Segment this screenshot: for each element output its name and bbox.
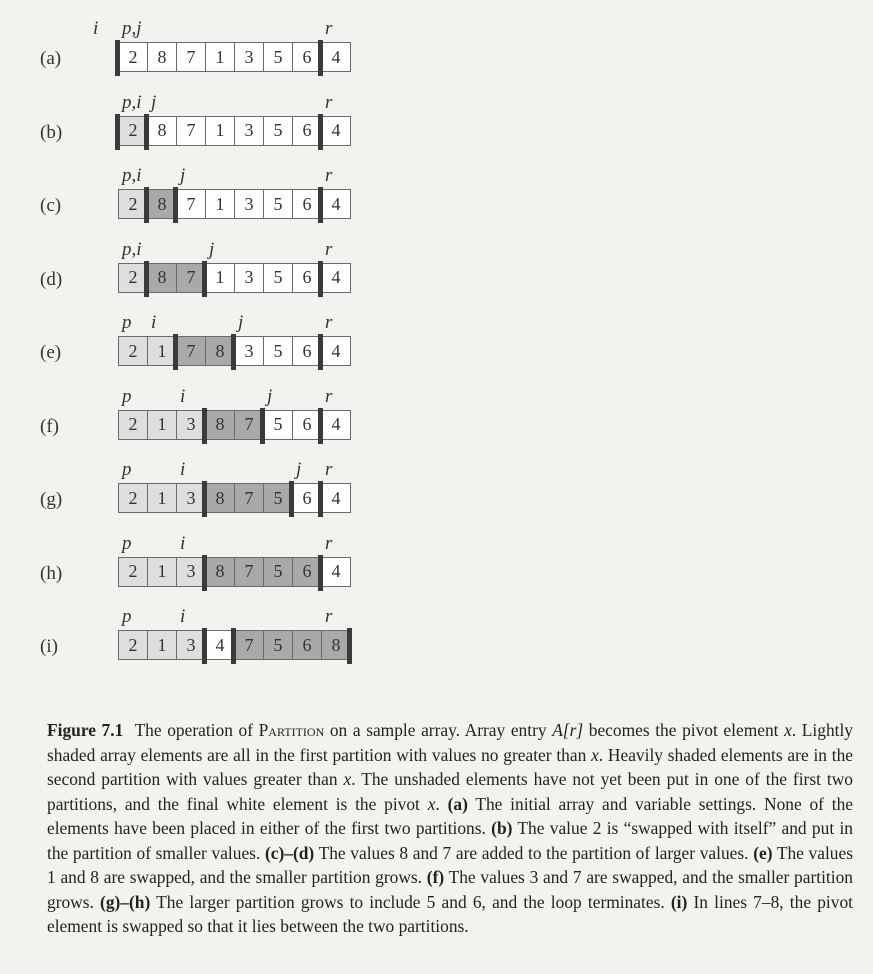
index-label: r <box>325 385 333 407</box>
array-cell: 3 <box>176 483 206 513</box>
figure-label: Figure 7.1 <box>47 720 124 740</box>
caption-text: The values 1 and 8 are swapped, and the smaller partition grows. <box>47 842 853 887</box>
index-label: p,i <box>122 165 142 186</box>
array-cell: 8 <box>205 483 235 513</box>
array-cell: 2 <box>118 630 148 660</box>
caption-text: The initial array and variable settings. None of the elements have been placed in either of the first two partitions. <box>47 793 854 838</box>
row-label: (f) <box>40 415 59 437</box>
array-cell: 7 <box>176 263 206 293</box>
array-cell: 1 <box>205 189 235 219</box>
index-label: j <box>180 165 186 186</box>
partition-boundary-bar <box>289 481 294 517</box>
array-row <box>0 14 873 84</box>
array-cell: 5 <box>263 42 293 72</box>
partition-boundary-bar <box>231 334 236 370</box>
array-cell: 2 <box>118 116 148 146</box>
array-cell: 4 <box>321 189 351 219</box>
array-row <box>0 88 873 158</box>
array-cells <box>118 42 351 72</box>
array-cell: 4 <box>321 557 351 587</box>
partition-boundary-bar <box>318 114 323 150</box>
caption-text: The values 3 and 7 are swapped, and the smaller partition grows. <box>47 867 853 912</box>
index-label: p,i <box>122 91 142 113</box>
array-cell: 4 <box>321 116 351 146</box>
index-label: j <box>151 91 157 113</box>
partition-boundary-bar <box>202 628 207 664</box>
caption-math: x <box>784 720 792 740</box>
array-row <box>0 382 873 452</box>
array-cell: 2 <box>118 410 148 440</box>
index-label: r <box>325 532 333 554</box>
array-cell: 2 <box>118 557 148 587</box>
array-cell: 8 <box>205 557 235 587</box>
array-cell: 1 <box>147 557 177 587</box>
partition-boundary-bar <box>318 555 323 591</box>
caption-sub-label: (e) <box>753 842 773 863</box>
index-label: p <box>122 385 132 407</box>
array-cell: 6 <box>292 336 322 366</box>
index-label: i <box>180 385 186 407</box>
array-cell: 1 <box>147 630 177 660</box>
array-cell: 3 <box>234 336 264 366</box>
array-cell: 2 <box>118 483 148 513</box>
array-cell: 2 <box>118 189 148 219</box>
array-cell: 1 <box>205 42 235 72</box>
caption-text: . <box>435 793 448 814</box>
caption-sub-label: (f) <box>426 867 445 887</box>
array-row <box>0 308 873 378</box>
array-row <box>0 529 873 599</box>
array-cell: 8 <box>147 263 177 293</box>
caption-partition: Partition <box>258 720 325 740</box>
index-label: i <box>93 18 99 39</box>
partition-boundary-bar <box>173 187 178 223</box>
array-cell: 5 <box>263 557 293 587</box>
caption-sub-label: (i) <box>670 891 688 912</box>
partition-boundary-bar <box>202 555 207 591</box>
array-cell: 6 <box>292 410 322 440</box>
array-cells <box>118 263 351 293</box>
array-cell: 2 <box>118 263 148 293</box>
array-cell: 3 <box>234 116 264 146</box>
partition-boundary-bar <box>202 408 207 444</box>
caption-text: The value 2 is “swapped with itself” and put in the partition of smaller values. <box>47 818 853 863</box>
array-cell: 5 <box>263 483 293 513</box>
index-label: j <box>209 238 215 260</box>
partition-boundary-bar <box>318 40 323 76</box>
array-cells <box>118 557 351 587</box>
array-cell: 4 <box>321 42 351 72</box>
row-label: (d) <box>40 268 63 290</box>
array-cell: 8 <box>321 630 351 660</box>
array-cell: 6 <box>292 263 322 293</box>
index-label: p <box>122 459 132 480</box>
partition-boundary-bar <box>318 261 323 297</box>
array-cell: 7 <box>176 42 206 72</box>
caption-text: on a sample array. Array entry <box>324 720 553 740</box>
partition-boundary-bar <box>318 187 323 223</box>
caption-math: x <box>343 769 352 789</box>
array-row <box>0 161 873 231</box>
partition-boundary-bar <box>347 628 352 664</box>
array-row <box>0 602 873 672</box>
partition-boundary-bar <box>144 114 149 150</box>
array-cell: 3 <box>176 557 206 587</box>
partition-boundary-bar <box>231 628 236 664</box>
partition-boundary-bar <box>260 408 265 444</box>
array-cell: 4 <box>321 336 351 366</box>
index-label: j <box>296 459 302 480</box>
array-cell: 6 <box>292 116 322 146</box>
partition-boundary-bar <box>115 40 120 76</box>
array-cell: 7 <box>234 483 264 513</box>
caption-text: In lines 7–8, the pivot element is swapped so that it lies between the two partitions. <box>47 891 853 936</box>
index-label: r <box>325 18 333 39</box>
array-cell: 8 <box>147 189 177 219</box>
array-cell: 2 <box>118 42 148 72</box>
array-cell: 6 <box>292 557 322 587</box>
partition-boundary-bar <box>202 261 207 297</box>
array-cell: 3 <box>234 189 264 219</box>
array-cell: 6 <box>292 483 322 513</box>
array-cell: 7 <box>234 410 264 440</box>
array-cell: 4 <box>205 630 235 660</box>
array-cell: 1 <box>147 483 177 513</box>
array-cell: 7 <box>176 116 206 146</box>
array-cell: 6 <box>292 189 322 219</box>
caption-text: . Lightly shaded array elements are all in the first partition with values no greater than <box>47 720 853 765</box>
array-cell: 7 <box>234 557 264 587</box>
array-cell: 3 <box>234 263 264 293</box>
caption-sub-label: (g)–(h) <box>100 891 151 912</box>
array-cell: 6 <box>292 630 322 660</box>
partition-boundary-bar <box>318 481 323 517</box>
index-label: i <box>180 606 186 627</box>
array-cells <box>118 116 351 146</box>
row-label: (b) <box>40 121 63 143</box>
array-cell: 3 <box>176 630 206 660</box>
index-label: p <box>122 606 132 627</box>
index-label: i <box>180 532 186 554</box>
array-cell: 4 <box>321 263 351 293</box>
caption-sub-label: (b) <box>491 818 513 838</box>
array-cell: 8 <box>205 336 235 366</box>
partition-boundary-bar <box>318 334 323 370</box>
partition-boundary-bar <box>202 481 207 517</box>
caption-sub-label: (c)–(d) <box>264 842 315 863</box>
array-cells <box>118 483 351 513</box>
array-cell: 4 <box>321 483 351 513</box>
index-label: p <box>122 532 132 554</box>
index-label: p <box>122 312 132 333</box>
caption-math: x <box>591 744 599 765</box>
partition-boundary-bar <box>144 187 149 223</box>
array-cell: 5 <box>263 189 293 219</box>
index-label: r <box>325 312 333 333</box>
index-label: p,j <box>122 18 142 39</box>
caption-text: The operation of <box>134 720 259 740</box>
caption-text: . The unshaded elements have not yet been put in one of the first two partitions, and the final white element is the pivot <box>47 769 853 814</box>
partition-boundary-bar <box>173 334 178 370</box>
caption-text: . Heavily shaded elements are in the second partition with values greater than <box>47 744 853 789</box>
caption-math: A[r] <box>552 720 584 740</box>
array-cell: 1 <box>205 116 235 146</box>
index-label: i <box>151 312 157 333</box>
row-label: (c) <box>40 195 62 216</box>
index-label: r <box>325 91 333 113</box>
array-cell: 7 <box>176 189 206 219</box>
array-cell: 3 <box>176 410 206 440</box>
index-label: r <box>325 238 333 260</box>
array-cell: 1 <box>147 410 177 440</box>
partition-boundary-bar <box>144 261 149 297</box>
partition-boundary-bar <box>115 114 120 150</box>
row-label: (h) <box>40 562 63 584</box>
array-cell: 7 <box>176 336 206 366</box>
array-cell: 4 <box>321 410 351 440</box>
index-label: i <box>180 459 186 480</box>
partition-boundary-bar <box>318 408 323 444</box>
caption-text: becomes the pivot element <box>583 720 785 740</box>
array-cell: 8 <box>147 42 177 72</box>
array-cell: 5 <box>263 116 293 146</box>
array-cell: 8 <box>205 410 235 440</box>
array-cell: 5 <box>263 336 293 366</box>
array-cell: 3 <box>234 42 264 72</box>
figure-caption <box>47 718 853 939</box>
row-label: (i) <box>40 636 58 657</box>
array-cell: 2 <box>118 336 148 366</box>
row-label: (g) <box>40 489 63 510</box>
caption-math: x <box>427 793 436 814</box>
index-label: r <box>325 606 333 627</box>
index-label: r <box>325 459 333 480</box>
caption-text: The larger partition grows to include 5 and 6, and the loop terminates. <box>150 891 671 912</box>
array-cell: 5 <box>263 630 293 660</box>
array-cell: 8 <box>147 116 177 146</box>
index-label: r <box>325 165 333 186</box>
array-cell: 5 <box>263 410 293 440</box>
index-label: j <box>238 312 244 333</box>
array-row <box>0 455 873 525</box>
row-label: (a) <box>40 48 62 69</box>
array-cells <box>118 410 351 440</box>
array-cell: 6 <box>292 42 322 72</box>
array-cell: 1 <box>205 263 235 293</box>
array-cell: 7 <box>234 630 264 660</box>
array-cell: 1 <box>147 336 177 366</box>
index-label: p,i <box>122 238 142 260</box>
index-label: j <box>267 385 273 407</box>
array-cells <box>118 189 351 219</box>
array-cell: 5 <box>263 263 293 293</box>
row-label: (e) <box>40 342 62 363</box>
caption-sub-label: (a) <box>447 793 468 814</box>
caption-text: The values 8 and 7 are added to the partition of larger values. <box>314 842 754 863</box>
array-row <box>0 235 873 305</box>
